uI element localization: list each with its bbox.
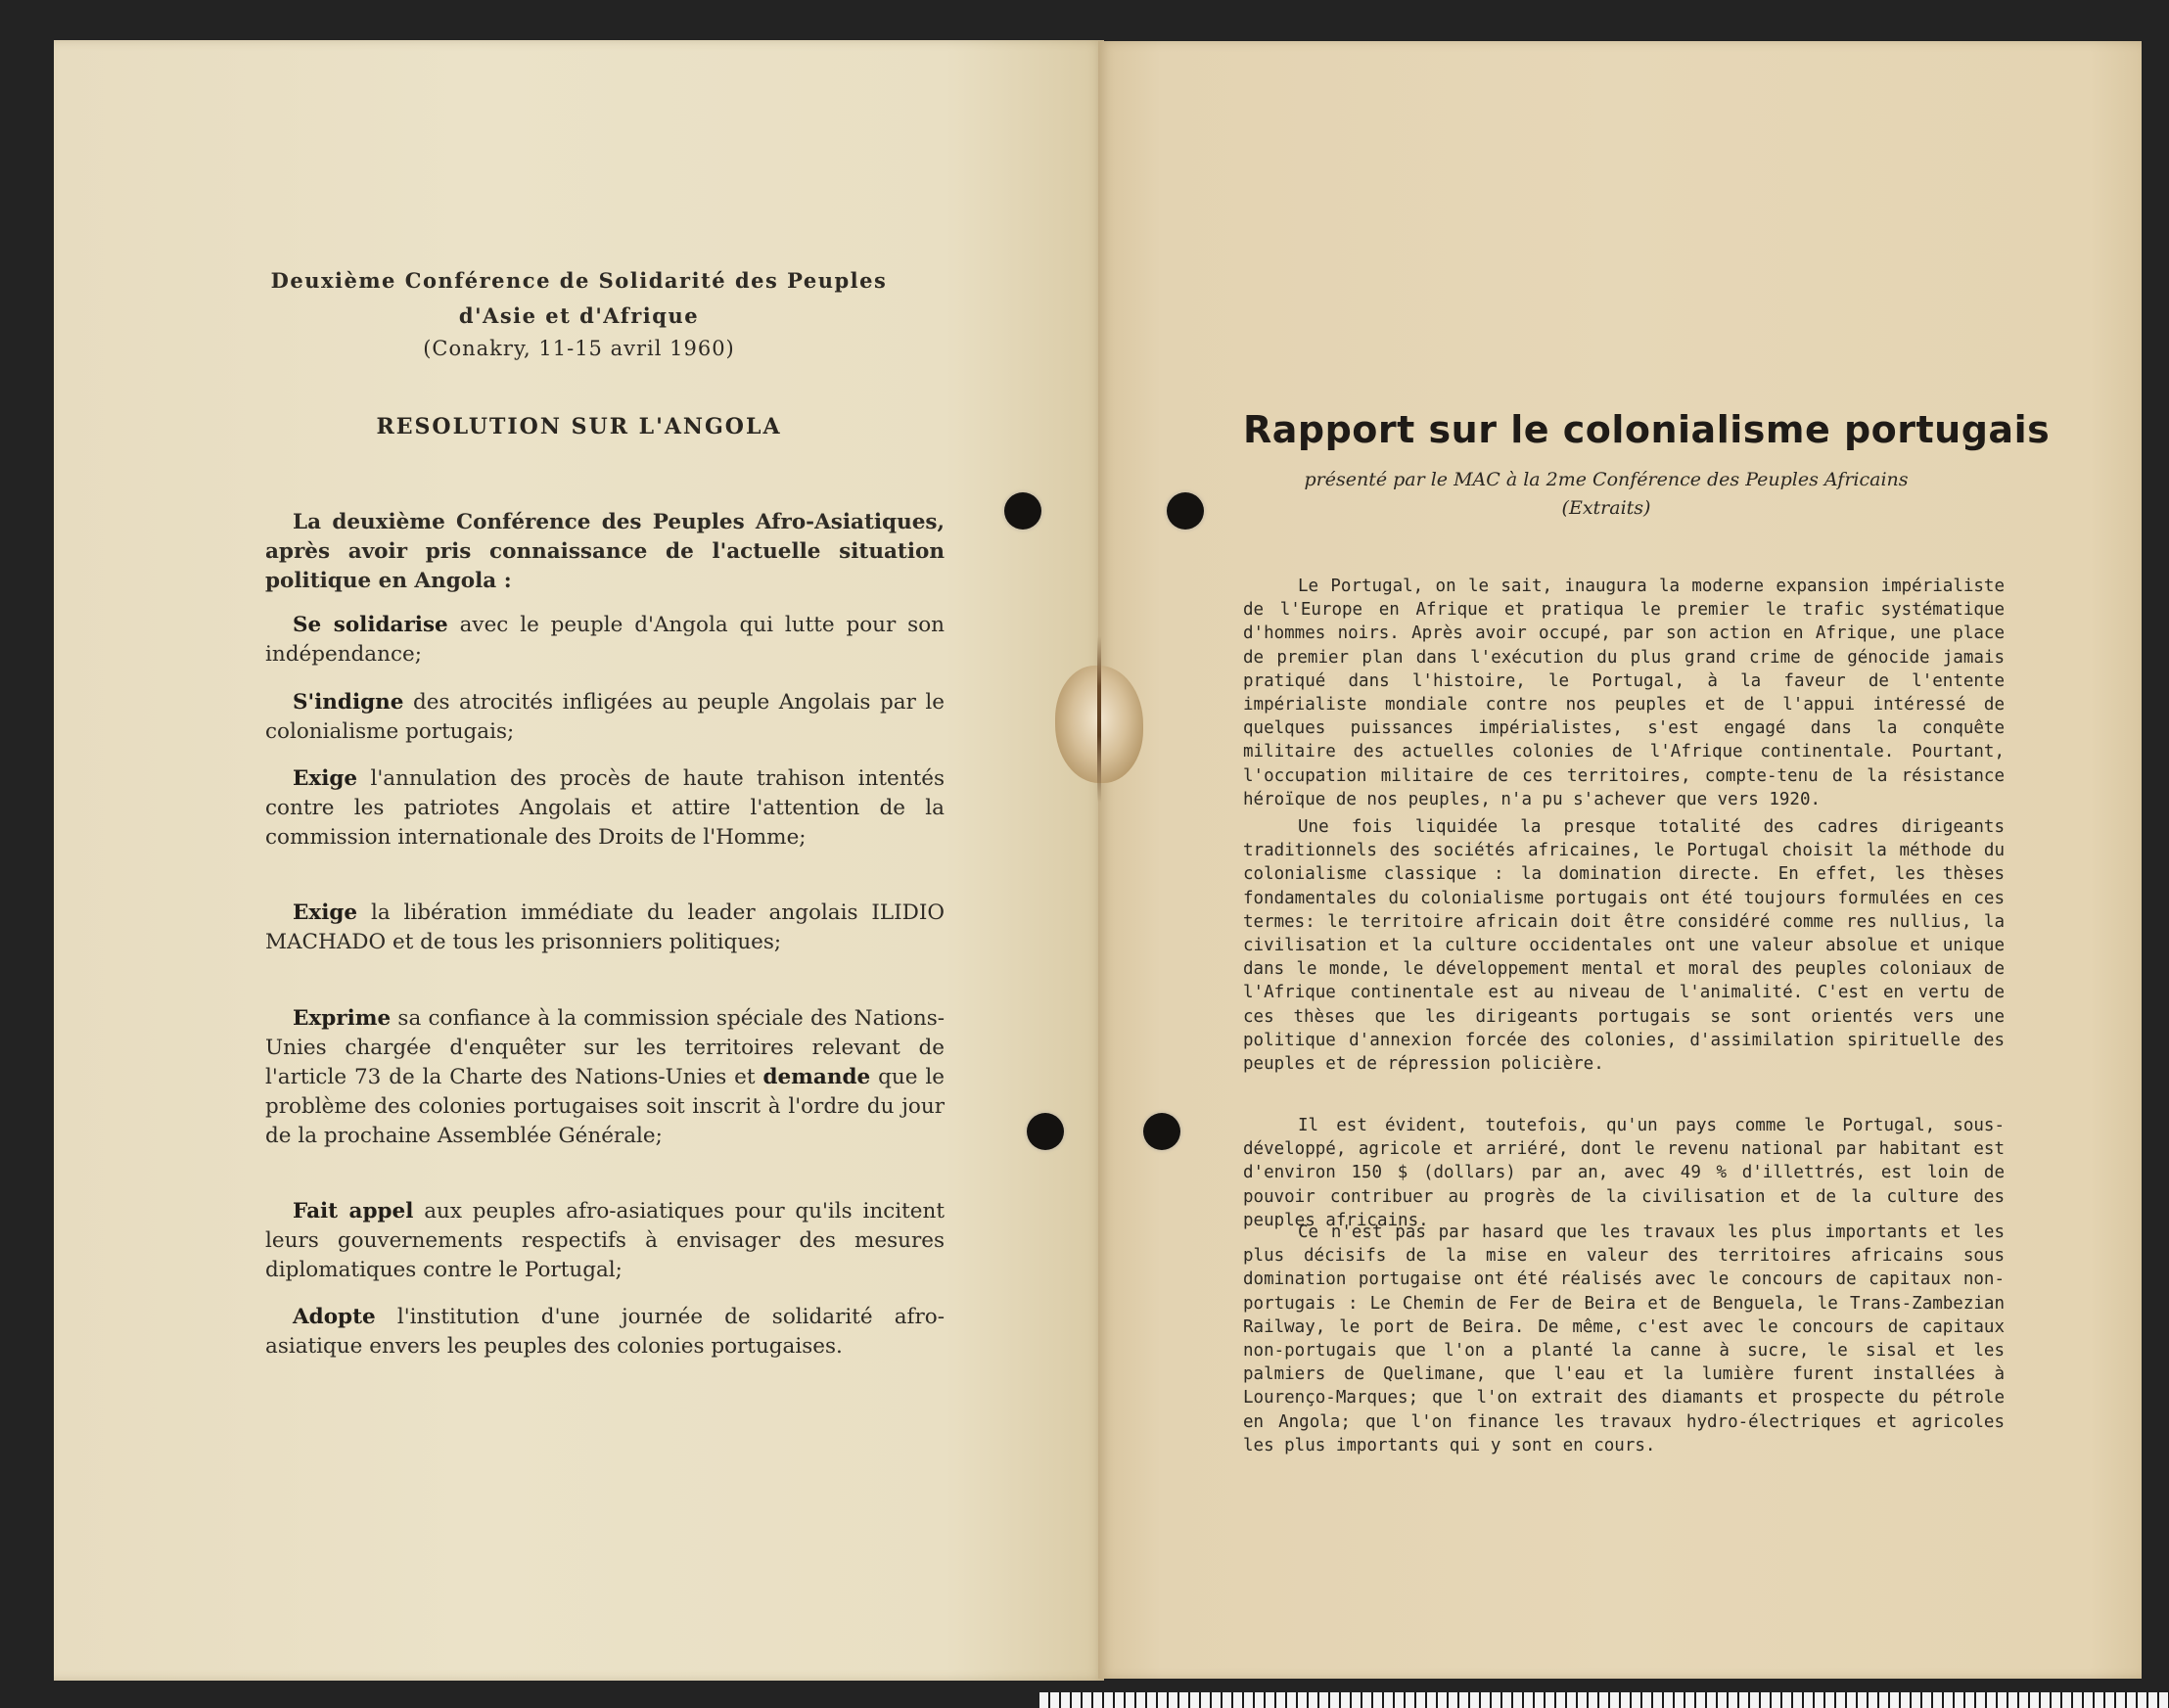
punch-hole	[1027, 1113, 1064, 1150]
resolution-clause	[265, 1303, 945, 1362]
clause-text-tail: que le problème des colonies portugaises soit inscrit à l'ordre du jour de la prochaine Assemblée Générale;	[265, 1065, 945, 1148]
clause-verb-secondary: demande	[762, 1065, 871, 1089]
right-page	[1098, 41, 2142, 1679]
clause-text: aux peuples afro-asiatiques pour qu'ils incitent leurs gouvernements respectifs à envisager des mesures diplomatiques contre le Portugal;	[265, 1199, 945, 1282]
resolution-clause	[265, 611, 945, 669]
conference-heading-line1: Deuxième Conférence de Solidarité des Peuples	[270, 268, 888, 293]
report-paragraph-text: Une fois liquidée la presque totalité des cadres dirigeants traditionnels des sociétés africaines, le Portugal choisit la méthode du colonialisme classique : la domination directe. En effet, les thèses fondamentales du colonialisme portugais ont été toujours formulées en ces termes: le territoire africain doit être considéré comme res nullius, la civilisation et la culture occidentales ont une valeur absolue et unique dans le monde, le développement mental et moral des peuples coloniaux de l'Afrique continentale est au niveau de l'animalité. C'est en vertu de ces thèses que les dirigeants portugais se sont orientés vers une politique d'annexion forcée des colonies, d'assimilation spirituelle des peuples et de répression policière.	[1243, 817, 2005, 1075]
binding-fold-damage	[1097, 636, 1101, 803]
clause-verb: Fait appel	[293, 1199, 414, 1223]
punch-hole	[1143, 1113, 1180, 1150]
left-page	[54, 40, 1104, 1681]
conference-date-line: (Conakry, 11-15 avril 1960)	[423, 337, 735, 360]
clause-verb: Exige	[293, 900, 358, 925]
resolution-preamble	[265, 508, 945, 596]
resolution-clause	[265, 764, 945, 853]
report-paragraph	[1243, 575, 2005, 811]
clause-text: l'institution d'une journée de solidarité afro-asiatique envers les peuples des colonies portugaises.	[265, 1305, 945, 1359]
clause-text: l'annulation des procès de haute trahison intentés contre les patriotes Angolais et attire l'attention de la commission internationale des Droits de l'Homme;	[265, 766, 945, 850]
resolution-clause	[265, 688, 945, 747]
report-paragraph-text: Il est évident, toutefois, qu'un pays comme le Portugal, sous-développé, agricole et arriéré, dont le revenu national par habitant est d'environ 150 $ (dollars) par an, avec 49 % d'illettrés, est loin de pouvoir contribuer au progrès de la civilisation et de la culture des peuples africains.	[1243, 1116, 2005, 1230]
report-subtitle: présenté par le MAC à la 2me Conférence des Peuples Africains	[1304, 469, 1909, 490]
resolution-title: RESOLUTION SUR L'ANGOLA	[376, 414, 782, 439]
clause-text: des atrocités infligées au peuple Angolais par le colonialisme portugais;	[265, 690, 945, 744]
resolution-clause	[265, 1197, 945, 1285]
clause-verb: Se solidarise	[293, 613, 448, 637]
conference-heading-line2: d'Asie et d'Afrique	[458, 303, 700, 328]
clause-text: avec le peuple d'Angola qui lutte pour son indépendance;	[265, 613, 945, 667]
resolution-clause	[265, 1004, 945, 1151]
report-paragraph	[1243, 1221, 2005, 1457]
resolution-clause	[265, 899, 945, 957]
report-paragraph	[1243, 1114, 2005, 1232]
clause-verb: Adopte	[293, 1305, 376, 1329]
punch-hole	[1167, 492, 1204, 530]
report-title: Rapport sur le colonialisme portugais	[1243, 408, 2051, 451]
clause-verb: Exprime	[293, 1006, 392, 1031]
report-paragraph-text: Ce n'est pas par hasard que les travaux les plus importants et les plus décisifs de la mise en valeur des territoires africains sous domination portugaise ont été réalisés avec le concours de capitaux non-portugais : Le Chemin de Fer de Beira et de Benguela, le Trans-Zambezian Railway, le port de Beira. De même, c'est avec le concours de capitaux non-portugais que l'on a planté la canne à sucre, le sisal et les palmiers de Quelimane, que l'eau et la lumière furent installées à Lourenço-Marques; que l'on extrait des diamants et prospecte du pétrole en Angola; que l'on finance les travaux hydro-électriques et agricoles les plus importants qui y sont en cours.	[1243, 1223, 2005, 1455]
clause-text: sa confiance à la commission spéciale des Nations-Unies chargée d'enquêter sur les territoires relevant de l'article 73 de la Charte des Nations-Unies et	[265, 1006, 945, 1089]
report-extracts-note: (Extraits)	[1561, 497, 1651, 519]
punch-hole	[1004, 492, 1041, 530]
scale-ruler	[1039, 1692, 2169, 1708]
clause-verb: Exige	[293, 766, 358, 791]
clause-verb: S'indigne	[293, 690, 404, 715]
preamble-text: La deuxième Conférence des Peuples Afro-Asiatiques, après avoir pris connaissance de l'actuelle situation politique en Angola :	[265, 510, 945, 593]
clause-text: la libération immédiate du leader angolais ILIDIO MACHADO et de tous les prisonniers politiques;	[265, 900, 945, 954]
report-paragraph-text: Le Portugal, on le sait, inaugura la moderne expansion impérialiste de l'Europe en Afrique et pratiqua le premier le trafic systématique d'hommes noirs. Après avoir occupé, par son action en Afrique, une place de premier plan dans l'exécution du plus grand crime de génocide jamais pratiqué dans l'histoire, le Portugal, à la faveur de l'entente impérialiste mondiale contre nos peuples et de l'appui intéressé de quelques puissances impérialistes, s'est engagé dans la conquête militaire des actuelles colonies de l'Afrique continentale. Pourtant, l'occupation militaire de ces territoires, compte-tenu de la résistance héroïque de nos peuples, n'a pu s'achever que vers 1920.	[1243, 577, 2005, 809]
report-paragraph	[1243, 815, 2005, 1076]
